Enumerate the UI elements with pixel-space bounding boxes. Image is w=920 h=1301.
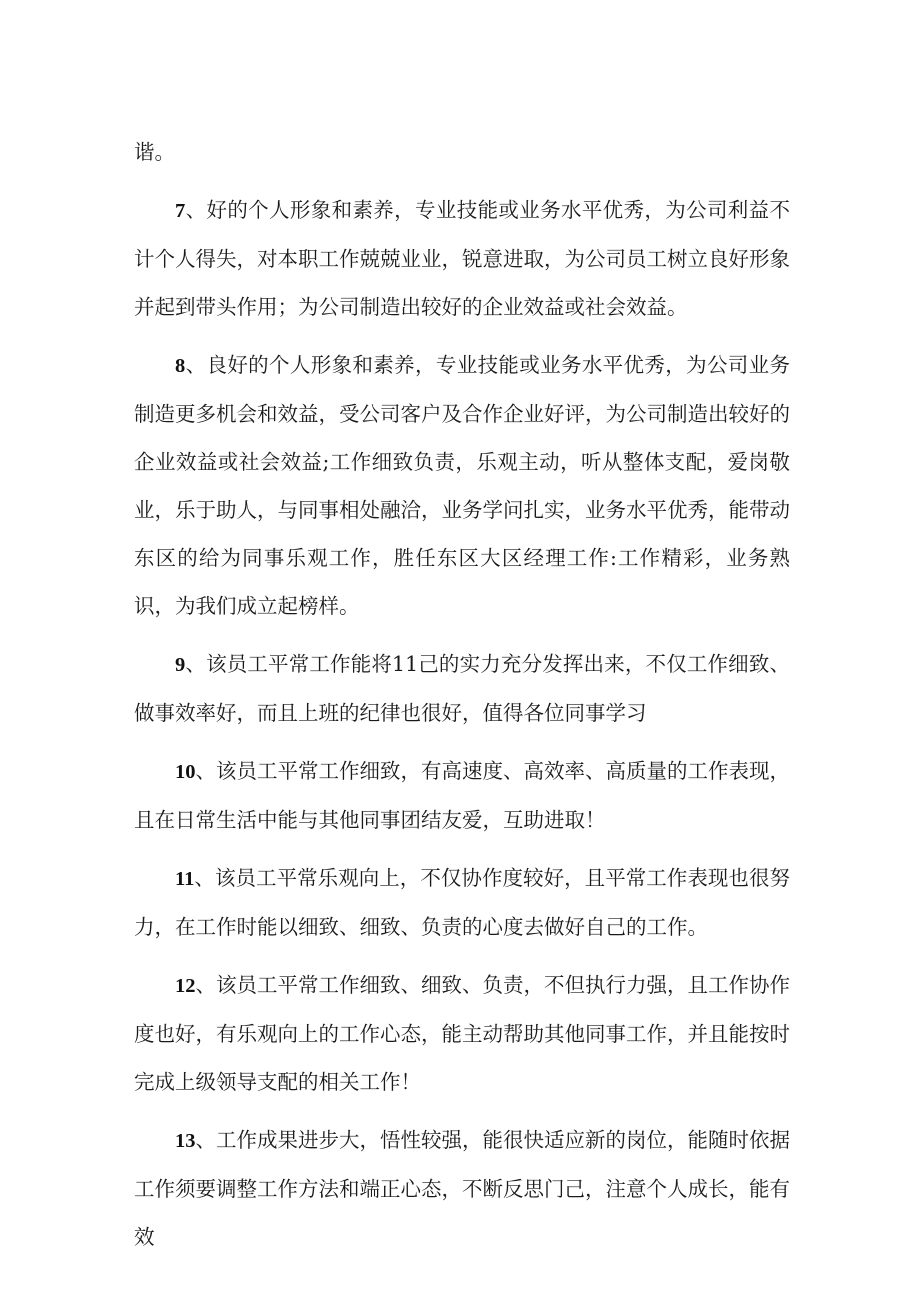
paragraph-item-12 — [134, 961, 790, 1106]
item-separator: 、 — [195, 1128, 216, 1152]
paragraph-text: 谐。 — [134, 140, 175, 164]
document-body — [134, 128, 790, 1271]
paragraph-item-7 — [134, 186, 790, 331]
paragraph-item-9 — [134, 640, 790, 737]
paragraph-item-13 — [134, 1116, 790, 1261]
item-number: 9 — [175, 654, 186, 676]
item-number: 10 — [175, 761, 196, 783]
item-separator: 、 — [194, 866, 215, 890]
paragraph-text: 该员工平常工作细致、细致、负责，不但执行力强，且工作协作度也好，有乐观向上的工作心态，能主动帮助其他同事工作，并且能按时完成上级领导支配的相关工作！ — [134, 973, 790, 1094]
item-separator: 、 — [185, 652, 207, 676]
item-number: 13 — [175, 1130, 196, 1152]
paragraph-item-8 — [134, 341, 790, 630]
item-number: 12 — [175, 975, 196, 997]
paragraph-text: 该员工平常工作能将11己的实力充分发挥出来，不仅工作细致、做事效率好，而且上班的纪律也很好，值得各位同事学习 — [134, 652, 790, 725]
paragraph-text: 该员工平常乐观向上，不仅协作度较好，且平常工作表现也很努力，在工作时能以细致、细致、负责的心度去做好自己的工作。 — [134, 866, 790, 939]
paragraph-text: 良好的个人形象和素养，专业技能或业务水平优秀，为公司业务制造更多机会和效益，受公司客户及合作企业好评，为公司制造出较好的企业效益或社会效益;工作细致负责，乐观主动，听从整体支配，爱岗敬业，乐于助人，与同事相处融洽，业务学问扎实，业务水平优秀，能带动东区的给为同事乐观工作，胜任东区大区经理工作:工作精彩，业务熟识，为我们成立起榜样。 — [134, 353, 791, 618]
item-number: 11 — [175, 868, 195, 890]
item-separator: 、 — [195, 973, 216, 997]
paragraph-text: 工作成果进步大，悟性较强，能很快适应新的岗位，能随时依据工作须要调整工作方法和端正心态，不断反思门己，注意个人成长，能有效 — [134, 1128, 790, 1249]
item-separator: 、 — [185, 353, 207, 377]
item-separator: 、 — [185, 198, 207, 222]
paragraph-item-11 — [134, 854, 790, 951]
item-number: 8 — [175, 355, 186, 377]
item-number: 7 — [175, 200, 186, 222]
paragraph-item-10 — [134, 747, 790, 844]
paragraph-continuation — [134, 128, 790, 176]
item-separator: 、 — [195, 759, 216, 783]
paragraph-text: 好的个人形象和素养，专业技能或业务水平优秀，为公司利益不计个人得失，对本职工作兢兢业业，锐意进取，为公司员工树立良好形象并起到带头作用；为公司制造出较好的企业效益或社会效益。 — [134, 198, 791, 319]
paragraph-text: 该员工平常工作细致，有高速度、高效率、高质量的工作表现，且在日常生活中能与其他同事团结友爱，互助进取！ — [134, 759, 790, 832]
